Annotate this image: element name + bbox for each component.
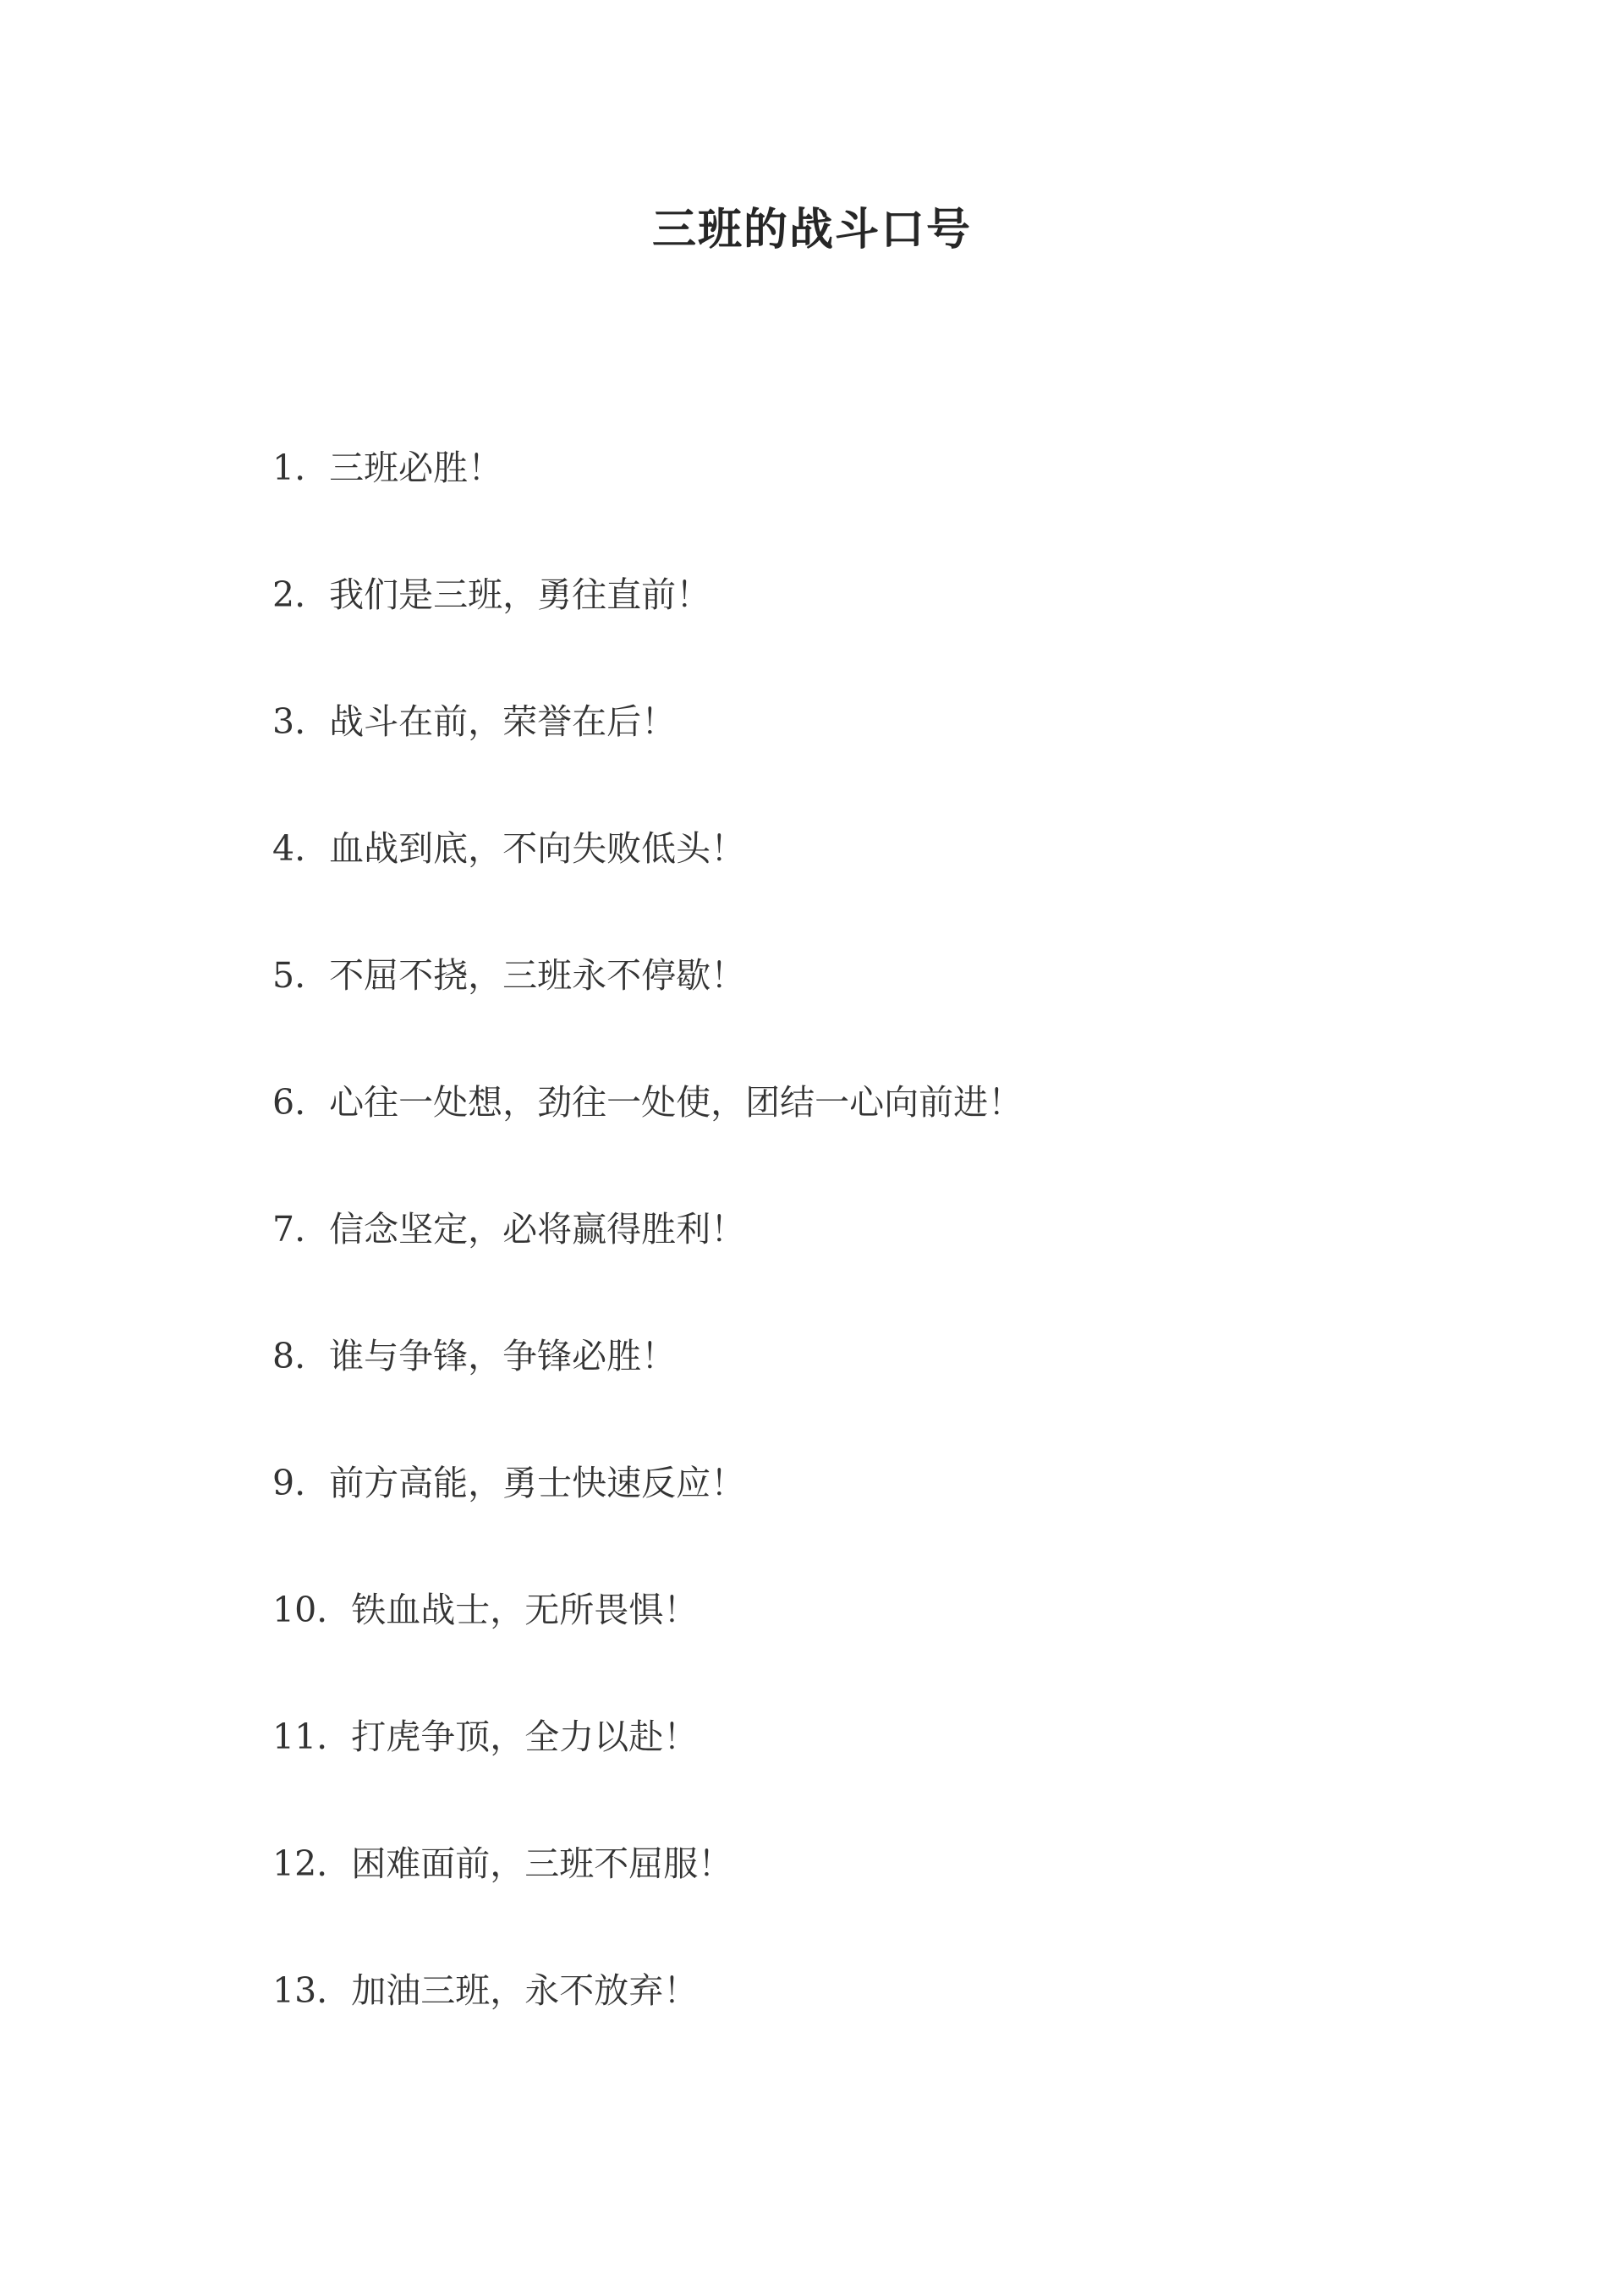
slogan-text: 不屈不挠，三班永不停歇！ [329, 955, 746, 996]
list-item [272, 817, 1541, 944]
slogan-text: 谁与争锋，争锋必胜！ [329, 1336, 677, 1376]
slogan-text: 心往一处想，劲往一处使，团结一心向前进！ [329, 1082, 1023, 1123]
slogan-text: 信念坚定，必将赢得胜利！ [329, 1209, 746, 1250]
slogan-text: 铁血战士，无所畏惧！ [351, 1590, 699, 1630]
list-item [272, 563, 1541, 690]
slogan-text: 血战到底，不向失败低头！ [329, 828, 746, 869]
list-item [272, 944, 1541, 1071]
slogan-text: 战斗在前，荣誉在后！ [329, 701, 677, 742]
slogan-number: 5. [272, 955, 306, 996]
list-item [272, 1832, 1541, 1959]
slogan-number: 3. [272, 701, 306, 742]
slogan-number: 1. [272, 448, 306, 488]
slogan-number: 8. [272, 1336, 306, 1376]
slogan-text: 打虎争顶，全力以赴！ [351, 1717, 699, 1757]
slogan-text: 三班必胜！ [329, 448, 503, 488]
slogan-number: 7. [272, 1209, 306, 1250]
list-item [272, 1452, 1541, 1579]
slogan-number: 4. [272, 828, 306, 869]
slogan-number: 2. [272, 574, 306, 615]
list-item [272, 437, 1541, 563]
list-item [272, 1579, 1541, 1706]
slogan-text: 困难面前，三班不屈服！ [351, 1843, 733, 1884]
list-item [272, 690, 1541, 817]
slogan-number: 10. [272, 1590, 328, 1630]
slogan-number: 12. [272, 1843, 328, 1884]
slogan-list [272, 437, 1541, 2086]
list-item [272, 1071, 1541, 1198]
list-item [272, 1959, 1541, 2086]
slogan-number: 9. [272, 1463, 306, 1503]
slogan-number: 13. [272, 1970, 328, 2011]
slogan-number: 11. [272, 1717, 328, 1757]
slogan-text: 加油三班，永不放弃！ [351, 1970, 699, 2011]
slogan-text: 我们是三班，勇往直前！ [329, 574, 711, 615]
slogan-text: 前方高能，勇士快速反应！ [329, 1463, 746, 1503]
list-item [272, 1325, 1541, 1452]
document-title: 三班的战斗口号 [651, 204, 972, 255]
slogan-number: 6. [272, 1082, 306, 1123]
list-item [272, 1198, 1541, 1325]
list-item [272, 1706, 1541, 1832]
